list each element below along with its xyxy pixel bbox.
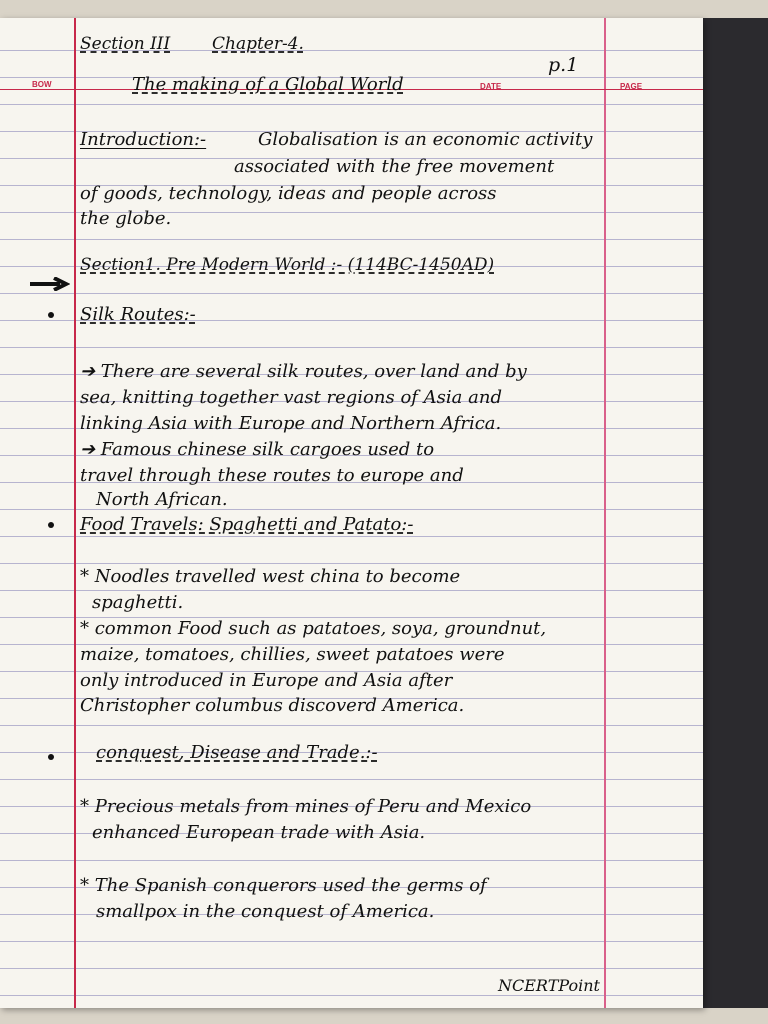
conquest-line-4: smallpox in the conquest of America.: [96, 901, 435, 922]
silk-line-6: North African.: [96, 489, 228, 510]
stamp-date: DATE: [480, 82, 502, 91]
silk-line-3: linking Asia with Europe and Northern Africa.: [80, 413, 502, 434]
intro-line-3: of goods, technology, ideas and people across: [80, 183, 497, 204]
silk-line-5: travel through these routes to europe and: [80, 465, 464, 486]
left-margin-line: [74, 18, 76, 1008]
intro-line-2: associated with the free movement: [234, 156, 555, 177]
conquest-line-3: * The Spanish conquerors used the germs of: [80, 875, 487, 896]
food-line-6: Christopher columbus discoverd America.: [80, 695, 465, 716]
conquest-line-2: enhanced European trade with Asia.: [92, 822, 426, 843]
stamp-page: PAGE: [620, 82, 643, 91]
desk-background: [703, 18, 768, 1008]
conquest-line-1: * Precious metals from mines of Peru and Mexico: [80, 796, 532, 817]
food-line-5: only introduced in Europe and Asia after: [80, 670, 453, 691]
food-line-2: spaghetti.: [92, 592, 184, 613]
bullet-icon: [48, 522, 54, 528]
intro-heading: Introduction:-: [80, 129, 207, 150]
page-number: p.1: [548, 54, 579, 76]
silk-line-2: sea, knitting together vast regions of Asia and: [80, 387, 502, 408]
page-title: The making of a Global World: [132, 74, 404, 95]
silk-line-4: ➔ Famous chinese silk cargoes used to: [80, 439, 435, 460]
silk-heading: Silk Routes:-: [80, 304, 196, 325]
section-label: Section III: [80, 34, 171, 54]
intro-line-4: the globe.: [80, 208, 172, 229]
conquest-heading: conquest, Disease and Trade.:-: [96, 742, 378, 763]
bullet-icon: [48, 754, 54, 760]
right-margin-line: [604, 18, 606, 1008]
silk-line-1: ➔ There are several silk routes, over land and by: [80, 361, 527, 382]
stamp-left: BOW: [32, 80, 52, 89]
section1-heading: Section1. Pre Modern World :- (114BC-1450AD): [80, 255, 495, 275]
food-line-4: maize, tomatoes, chillies, sweet patatoes were: [80, 644, 505, 665]
food-line-1: * Noodles travelled west china to become: [80, 566, 461, 587]
notebook-page: [0, 18, 703, 1008]
chapter-label: Chapter-4.: [212, 34, 304, 54]
watermark: NCERTPoint: [498, 976, 600, 995]
arrow-right-icon: [30, 277, 70, 291]
bullet-icon: [48, 312, 54, 318]
food-heading: Food Travels: Spaghetti and Patato:-: [80, 514, 414, 535]
intro-line-1: Globalisation is an economic activity: [258, 129, 593, 150]
food-line-3: * common Food such as patatoes, soya, groundnut,: [80, 618, 547, 639]
